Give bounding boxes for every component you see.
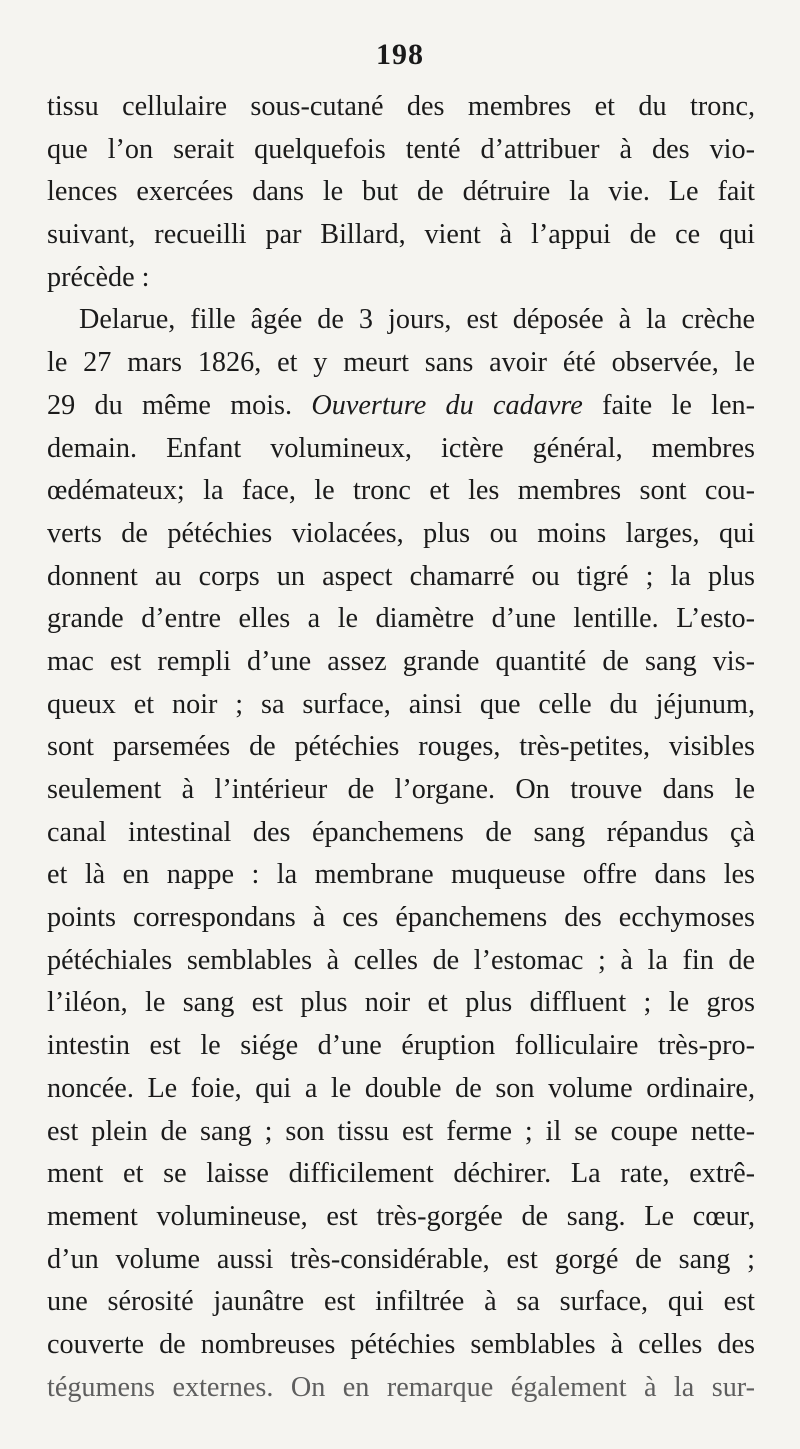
paragraph-1 <box>47 86 755 299</box>
text-line: sont parsemées de pétéchies rouges, très-petites, visibles <box>47 731 755 763</box>
text-line: couverte de nombreuses pétéchies semblables à celles des <box>47 1328 755 1360</box>
page-text <box>47 86 755 1409</box>
text-line: seulement à l’intérieur de l’organe. On trouve dans le <box>47 774 755 805</box>
text-line: intestin est le siége d’une éruption folliculaire très-pro- <box>47 1030 755 1062</box>
text-line: suivant, recueilli par Billard, vient à l’appui de ce qui <box>47 219 755 251</box>
text-line: œdémateux; la face, le tronc et les membres sont cou- <box>47 475 755 507</box>
text-line: tégumens externes. On en remarque également à la sur- <box>47 1371 755 1403</box>
text-line: que l’on serait quelquefois tenté d’attribuer à des vio- <box>47 133 755 165</box>
text-line: l’iléon, le sang est plus noir et plus diffluent ; le gros <box>47 987 755 1019</box>
text-segment: faite le len- <box>582 389 755 421</box>
text-segment: 29 du même mois. <box>47 389 312 421</box>
text-line: donnent au corps un aspect chamarré ou tigré ; la plus <box>47 560 755 592</box>
text-line: noncée. Le foie, qui a le double de son volume ordinaire, <box>47 1072 755 1104</box>
text-line: une sérosité jaunâtre est infiltrée à sa surface, qui est <box>47 1286 755 1318</box>
text-line: pétéchiales semblables à celles de l’estomac ; à la fin de <box>47 944 755 976</box>
text-line: Delarue, fille âgée de 3 jours, est déposée à la crèche <box>79 304 755 336</box>
text-line: précède : <box>47 261 150 293</box>
text-line: mac est rempli d’une assez grande quantité de sang vis- <box>47 645 755 677</box>
text-line: est plein de sang ; son tissu est ferme ; il se coupe nette- <box>47 1115 755 1147</box>
text-line-with-italic <box>47 385 755 428</box>
page-number: 198 <box>376 38 424 71</box>
text-line: queux et noir ; sa surface, ainsi que celle du jéjunum, <box>47 688 755 720</box>
text-line: d’un volume aussi très-considérable, est gorgé de sang ; <box>47 1243 755 1275</box>
text-line: canal intestinal des épanchemens de sang répandus çà <box>47 816 755 848</box>
text-line: le 27 mars 1826, et y meurt sans avoir été observée, le <box>47 347 755 379</box>
text-line: points correspondans à ces épanchemens des ecchymoses <box>47 902 755 934</box>
italic-phrase: Ouverture du cadavre <box>311 389 583 421</box>
text-line: tissu cellulaire sous-cutané des membres et du tronc, <box>47 91 755 122</box>
text-line: lences exercées dans le but de détruire la vie. Le fait <box>47 176 755 208</box>
text-line: grande d’entre elles a le diamètre d’une lentille. L’esto- <box>47 603 755 635</box>
text-line: ment et se laisse difficilement déchirer. La rate, extrê- <box>47 1158 755 1190</box>
text-line: demain. Enfant volumineux, ictère général, membres <box>47 432 755 464</box>
text-line: verts de pétéchies violacées, plus ou moins larges, qui <box>47 517 755 549</box>
paragraph-2 <box>47 299 755 1409</box>
text-line: et là en nappe : la membrane muqueuse offre dans les <box>47 859 755 891</box>
text-line: mement volumineuse, est très-gorgée de sang. Le cœur, <box>47 1200 755 1232</box>
